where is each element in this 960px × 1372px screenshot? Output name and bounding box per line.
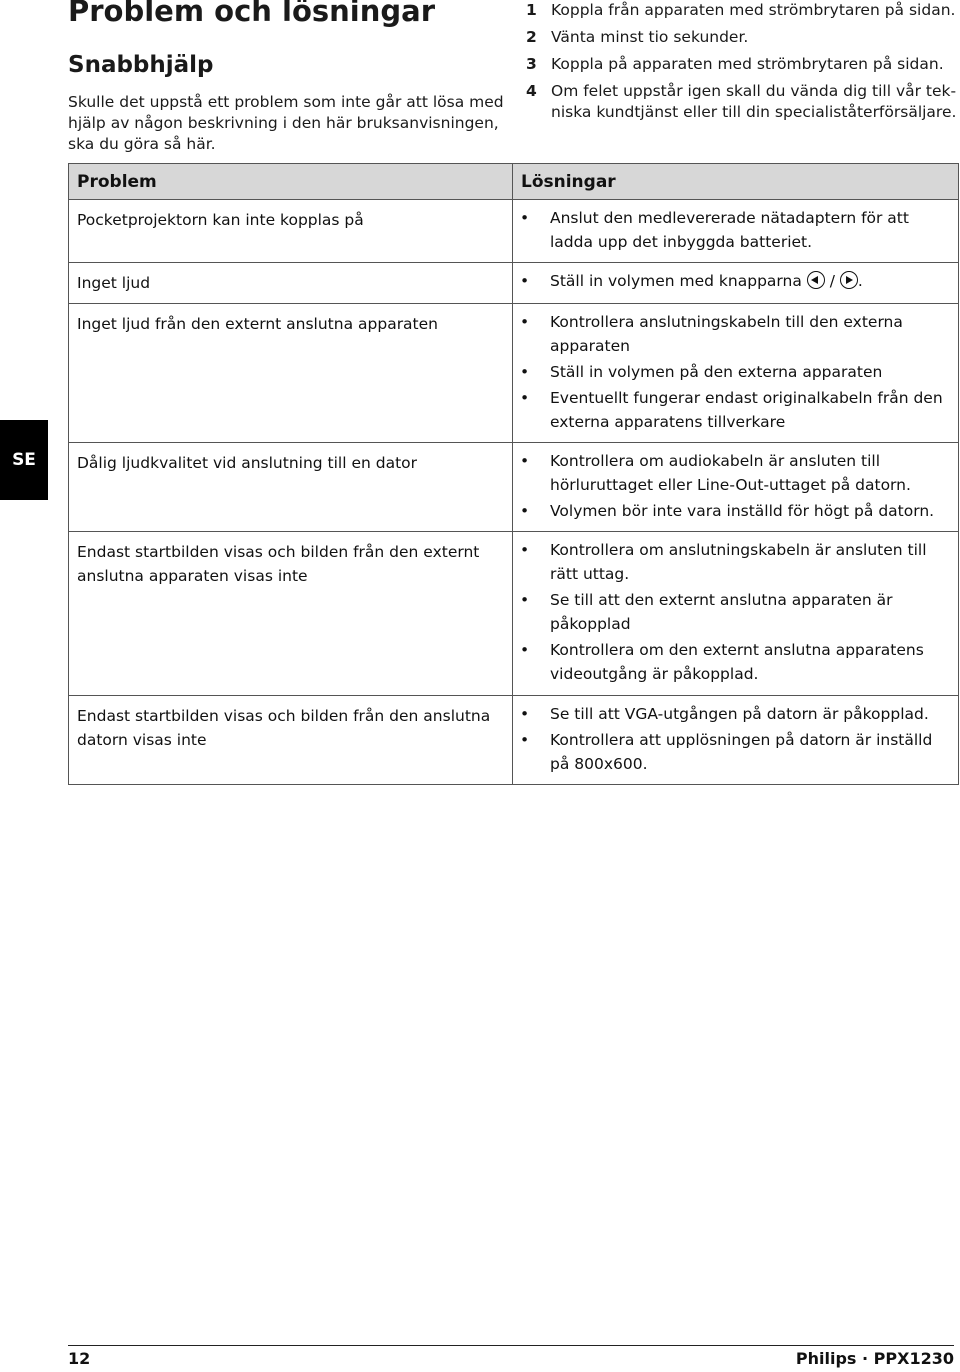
column-header-solutions: Lösningar [513,164,959,200]
solution-text: Se till att den externt anslutna apparaten är påkopplad [550,591,893,633]
bullet: • [520,541,530,559]
step-number: 2 [526,28,537,46]
troubleshooting-table [68,163,959,785]
solutions-cell [513,263,959,304]
period: . [857,272,863,290]
solution-text: Kontrollera om anslutningskabeln är ansluten till rätt uttag. [550,541,927,583]
step-item [526,54,958,75]
solution-item [518,386,950,434]
language-tab: SE [0,420,48,500]
step-text: Om felet uppstår igen skall du vända dig till vår tekniska kundtjänst eller till din specialiståterförsäljare. [551,82,957,121]
table-header-row [69,164,959,200]
solution-text: Kontrollera att upplösningen på datorn är inställd på 800x600. [550,731,933,773]
section-subtitle: Snabbhjälp [68,52,214,78]
table-row [69,263,959,304]
solutions-list [518,310,950,434]
bullet: • [520,389,530,407]
solutions-cell [513,304,959,443]
problem-cell: Dålig ljudkvalitet vid anslutning till en dator [69,443,513,532]
solution-text: Kontrollera anslutningskabeln till den externa apparaten [550,313,903,355]
arrow-right-circle-icon [840,271,858,289]
footer-brand: Philips · PPX1230 [795,1349,954,1368]
solution-text: Volymen bör inte vara inställd för högt på datorn. [550,502,935,520]
solution-text: Kontrollera om den externt anslutna apparatens videoutgång är påkopplad. [550,641,924,683]
solution-item [518,310,950,358]
step-number: 3 [526,55,537,73]
step-number: 1 [526,1,537,19]
steps-list [526,0,958,129]
problem-cell: Inget ljud [69,263,513,304]
solutions-cell [513,200,959,263]
step-text: Koppla på apparaten med strömbrytaren på sidan. [551,55,944,73]
bullet: • [520,591,530,609]
intro-paragraph: Skulle det uppstå ett problem som inte går att lösa med hjälp av någon beskrivning i den här bruksanvisningen, ska du göra så här. [68,93,504,153]
bullet: • [520,363,530,381]
solutions-list [518,269,950,293]
table-row [69,443,959,532]
bullet: • [520,641,530,659]
solution-item [518,269,950,293]
problem-cell: Endast startbilden visas och bilden från den externt anslutna apparaten visas inte [69,532,513,696]
solution-item [518,638,950,686]
page-number: 12 [68,1349,91,1368]
arrow-left-circle-icon [807,271,825,289]
step-number: 4 [526,82,537,100]
bullet: • [520,313,530,331]
problem-cell: Inget ljud från den externt anslutna apparaten [69,304,513,443]
step-item [526,81,958,123]
solution-item [518,588,950,636]
bullet: • [520,705,530,723]
solution-text: Anslut den medlevererade nätadaptern för att ladda upp det inbyggda batteriet. [550,209,909,251]
column-header-problem: Problem [69,164,513,200]
solution-item [518,206,950,254]
solution-text: Eventuellt fungerar endast originalkabeln från den externa apparatens tillverkare [550,389,943,431]
table-row [69,200,959,263]
solution-item [518,702,950,726]
bullet: • [520,502,530,520]
solution-text: Ställ in volymen på den externa apparaten [550,363,883,381]
bullet: • [520,209,530,227]
page-title: Problem och lösningar [68,0,436,28]
table-row [69,696,959,785]
step-text: Koppla från apparaten med strömbrytaren på sidan. [551,1,956,19]
solutions-cell [513,696,959,785]
solution-item [518,449,950,497]
solutions-list [518,449,950,523]
footer-divider [68,1345,954,1346]
bullet: • [520,731,530,749]
solutions-cell [513,443,959,532]
step-item [526,27,958,48]
problem-cell: Pocketprojektorn kan inte kopplas på [69,200,513,263]
step-item [526,0,958,21]
solutions-list [518,538,950,686]
bullet: • [520,272,530,290]
solution-text: Ställ in volymen med knapparna [550,272,802,290]
problem-cell: Endast startbilden visas och bilden från den anslutna datorn visas inte [69,696,513,785]
solutions-cell [513,532,959,696]
solution-item [518,499,950,523]
solution-item [518,360,950,384]
step-text: Vänta minst tio sekunder. [551,28,749,46]
bullet: • [520,452,530,470]
solutions-list [518,206,950,254]
solution-item [518,728,950,776]
solutions-list [518,702,950,776]
table-row [69,304,959,443]
solution-text: Kontrollera om audiokabeln är ansluten till hörluruttaget eller Line-Out-uttaget på datorn. [550,452,911,494]
separator: / [829,272,835,290]
solution-text: Se till att VGA-utgången på datorn är påkopplad. [550,705,929,723]
table-row [69,532,959,696]
solution-item [518,538,950,586]
